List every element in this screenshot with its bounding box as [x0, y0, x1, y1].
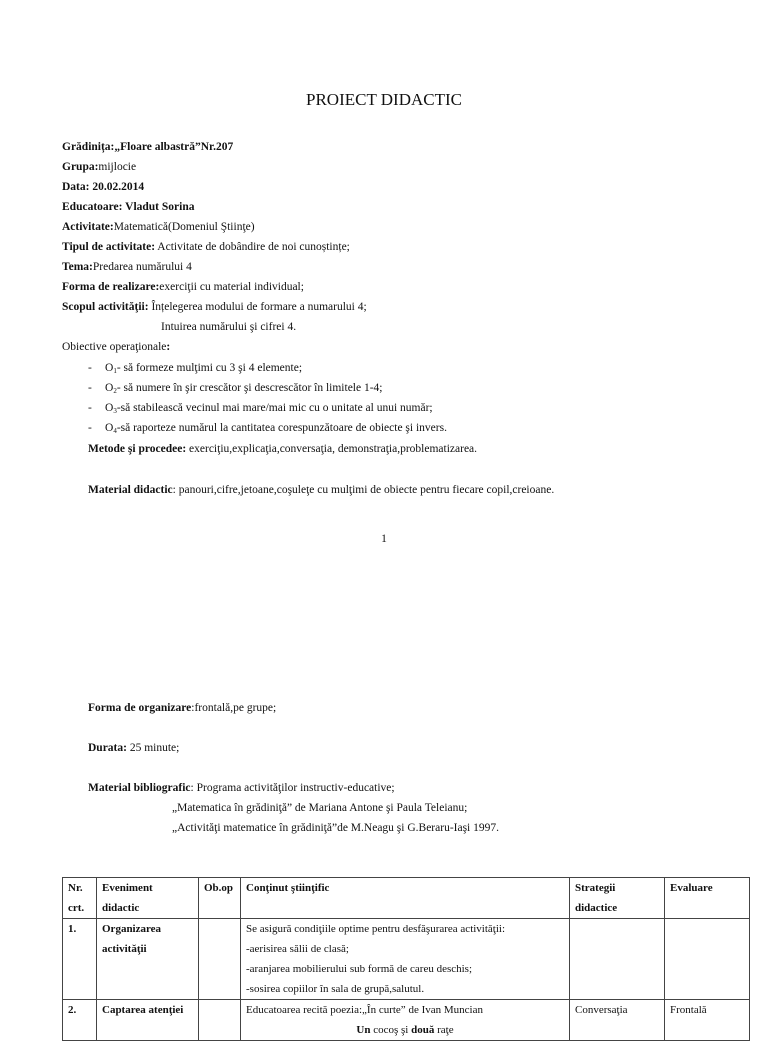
- activitate-label: Activitate:: [62, 221, 114, 233]
- objective-subscript: 1: [113, 367, 117, 375]
- objectives-heading-colon: :: [166, 341, 171, 353]
- row-obop: [199, 919, 241, 1000]
- biblio-label: Material bibliografic: [88, 782, 191, 794]
- row-continut: Se asigură condiţiile optime pentru desfăşurarea activităţii: -aerisirea sălii de clasă; -aranjarea mobilierului sub formă de careu deschis; -sosirea copiilor în sala de grupă,salutul.: [241, 919, 570, 1000]
- metode-label: Metode şi procedee:: [88, 443, 187, 455]
- objective-code: O: [105, 402, 114, 414]
- biblio-line: [88, 778, 395, 798]
- row-eveniment: Organizarea activităţii: [97, 919, 199, 1000]
- gradinita-label: Grădinița:„Floare albastră”Nr.207: [62, 141, 234, 153]
- objective-text: -să stabilească vecinul mai mare/mai mic cu o unitate al unui număr;: [116, 402, 433, 414]
- gradinita-line: [62, 137, 233, 157]
- durata-value: 25 minute;: [126, 742, 180, 754]
- forma-line: [62, 277, 304, 297]
- header-nr: Nr. crt.: [63, 878, 97, 919]
- durata-label: Durata:: [88, 742, 127, 754]
- educatoare-line: [62, 197, 194, 217]
- list-dash: -: [88, 382, 92, 394]
- biblio-line-3: „Activităţi matematice în grădiniţă”de M.Neagu şi G.Beraru-Iaşi 1997.: [172, 822, 499, 834]
- objective-text: -să raporteze numărul la cantitatea corespunzătoare de obiecte şi invers.: [116, 422, 447, 434]
- objective-item: [88, 418, 447, 441]
- row-obop: [199, 1000, 241, 1041]
- objective-subscript: 3: [113, 407, 117, 415]
- material-label: Material didactic: [88, 484, 173, 496]
- header-obop: Ob.op: [199, 878, 241, 919]
- grupa-value: mijlocie: [98, 161, 137, 173]
- forma-label: Forma de realizare:: [62, 281, 160, 293]
- objectives-heading: [62, 337, 170, 357]
- activitate-line: [62, 217, 255, 237]
- tema-line: [62, 257, 192, 277]
- row-eveniment: Captarea atenţiei: [97, 1000, 199, 1041]
- tipul-line: [62, 237, 350, 257]
- forma-value: exerciţii cu material individual;: [159, 281, 304, 293]
- scopul-value: Înțelegerea modului de formare a numarului 4;: [148, 301, 367, 313]
- table-row: [63, 919, 750, 1000]
- header-evaluare: Evaluare: [665, 878, 750, 919]
- educatoare-label: Educatoare: Vladut Sorina: [62, 201, 195, 213]
- header-continut: Conţinut ştiinţific: [241, 878, 570, 919]
- material-line: [88, 480, 554, 500]
- forma-organizare-value: :frontală,pe grupe;: [191, 702, 277, 714]
- table-header-row: [63, 878, 750, 919]
- scopul-line: [62, 297, 367, 317]
- grupa-line: [62, 157, 136, 177]
- data-line: [62, 177, 144, 197]
- list-dash: -: [88, 402, 92, 414]
- forma-organizare-line: [88, 698, 276, 718]
- metode-value: exerciţiu,explicaţia,conversaţia, demonstraţia,problematizarea.: [186, 443, 478, 455]
- header-strategii: Strategii didactice: [570, 878, 665, 919]
- poem-line: Un cocoş şi două raţe: [356, 1024, 454, 1036]
- grupa-label: Grupa:: [62, 161, 99, 173]
- objective-code: O: [105, 362, 114, 374]
- document-title: PROIECT DIDACTIC: [306, 90, 462, 109]
- material-value: : panouri,cifre,jetoane,coşuleţe cu mulţimi de obiecte pentru fiecare copil,creioane.: [172, 484, 555, 496]
- row-strategii: Conversaţia: [570, 1000, 665, 1041]
- page-number: 1: [381, 533, 387, 545]
- list-dash: -: [88, 362, 92, 374]
- lesson-table: [62, 877, 750, 1041]
- biblio-line-2: „Matematica în grădiniţă” de Mariana Antone şi Paula Teleianu;: [172, 802, 468, 814]
- objective-subscript: 4: [113, 427, 117, 435]
- objectives-heading-text: Obiective operaţionale: [62, 341, 167, 353]
- objective-text: - să formeze mulţimi cu 3 şi 4 elemente;: [116, 362, 303, 374]
- tema-label: Tema:: [62, 261, 93, 273]
- row-evaluare: [665, 919, 750, 1000]
- row-strategii: [570, 919, 665, 1000]
- header-eveniment: Eveniment didactic: [97, 878, 199, 919]
- row-nr: 1.: [63, 919, 97, 1000]
- row-nr: 2.: [63, 1000, 97, 1041]
- table-row: [63, 1000, 750, 1041]
- objective-code: O: [105, 382, 114, 394]
- data-label: Data: 20.02.2014: [62, 181, 145, 193]
- objective-text: - să numere în şir crescător şi descrescător în limitele 1-4;: [116, 382, 383, 394]
- objective-code: O: [105, 422, 114, 434]
- durata-line: [88, 738, 179, 758]
- row-continut: Educatoarea recită poezia:„În curte” de Ivan Muncian Un cocoş şi două raţe: [241, 1000, 570, 1041]
- biblio-value: : Programa activităţilor instructiv-educative;: [190, 782, 395, 794]
- list-dash: -: [88, 422, 92, 434]
- scopul-label: Scopul activităţii:: [62, 301, 149, 313]
- tipul-value: Activitate de dobândire de noi cunoștințe;: [155, 241, 350, 253]
- objective-subscript: 2: [113, 387, 117, 395]
- row-evaluare: Frontală: [665, 1000, 750, 1041]
- metode-line: [88, 439, 477, 459]
- tema-value: Predarea numărului 4: [92, 261, 192, 273]
- forma-organizare-label: Forma de organizare: [88, 702, 192, 714]
- activitate-value: Matematică(Domeniul Ştiinţe): [113, 221, 255, 233]
- tipul-label: Tipul de activitate:: [62, 241, 156, 253]
- scopul-value-2: Intuirea numărului şi cifrei 4.: [161, 321, 297, 333]
